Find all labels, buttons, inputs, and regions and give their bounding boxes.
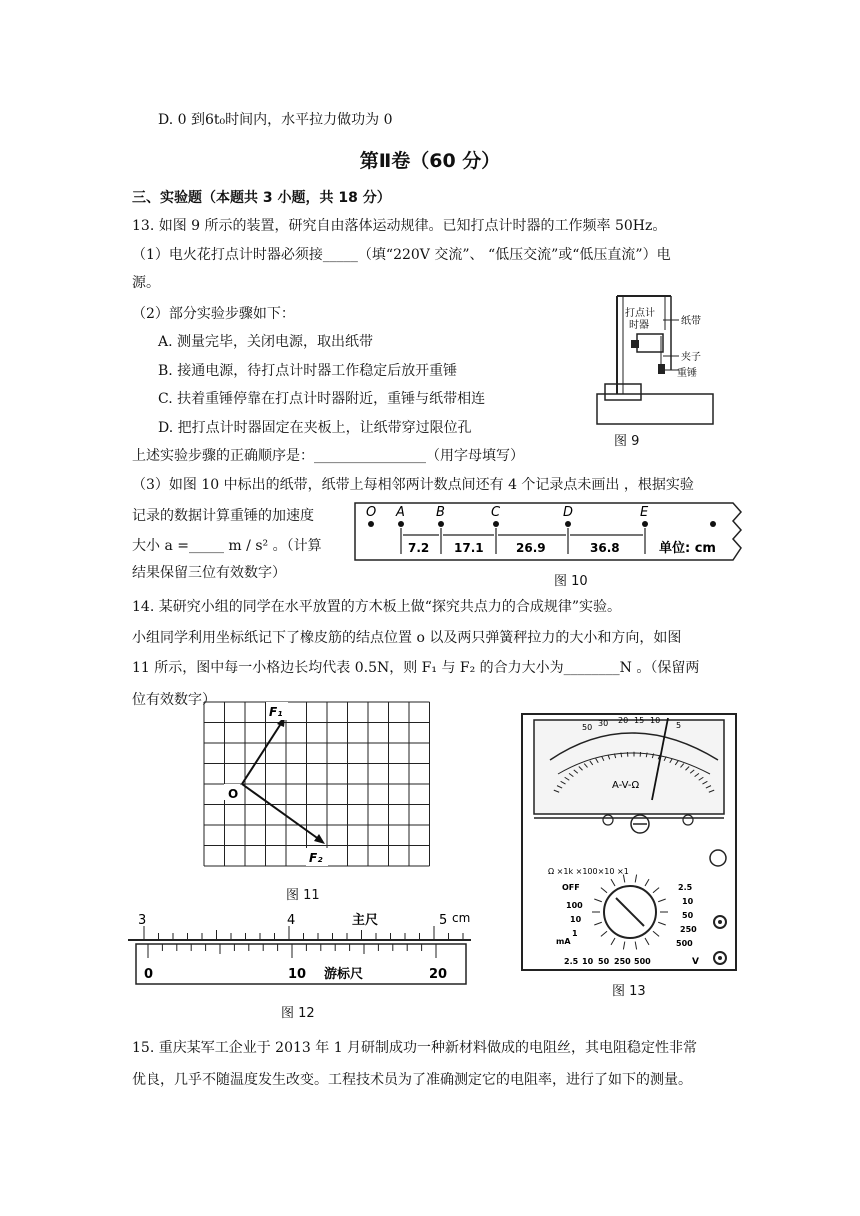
fig13-ac-50: 50 (598, 957, 610, 966)
fig12-vernier-label: 游标尺 (324, 967, 364, 982)
q13-intro: 13. 如图 9 所示的装置，研究自由落体运动规律。已知打点计时器的工作频率 50Hz。 (132, 218, 667, 234)
fig10-dist-1: 7.2 (408, 541, 430, 555)
q13-part2: （2）部分实验步骤如下： (132, 306, 295, 322)
figure-10-caption: 图 10 (554, 574, 588, 589)
fig13-v-label: V (692, 957, 699, 967)
fig9-label-timer-1: 打点计 (625, 308, 655, 319)
fig11-f2-label: F₂ (309, 851, 323, 865)
fig12-unit: cm (452, 911, 471, 925)
fig10-point-e: E (640, 505, 649, 520)
fig13-ac-250: 250 (614, 957, 631, 966)
q13-part3-b: 记录的数据计算重锤的加速度 (132, 508, 314, 524)
fig13-ma-label: mA (556, 937, 571, 946)
q13-order: 上述实验步骤的正确顺序是：________________（用字母填写） (132, 448, 524, 464)
q13-part3-c: 大小 a =_____ m / s² 。（计算 (132, 538, 322, 554)
fig12-main-4: 4 (287, 913, 296, 928)
q13-step-c: C. 扶着重锤停靠在打点计时器附近，重锤与纸带相连 (158, 391, 486, 407)
fig12-main-label: 主尺 (352, 913, 379, 928)
fig10-point-c: C (491, 505, 501, 520)
figure-10-tape (353, 502, 753, 564)
fig13-ma-100: 100 (566, 901, 583, 910)
fig9-label-tape: 纸带 (681, 316, 701, 327)
q12-option-d: D. 0 到6t₀时间内，水平拉力做功为 0 (158, 112, 393, 128)
fig13-off: OFF (562, 883, 580, 892)
q13-step-d: D. 把打点计时器固定在夹板上，让纸带穿过限位孔 (158, 420, 472, 436)
fig10-point-o: O (366, 505, 377, 520)
fig13-ac-2_5: 2.5 (564, 957, 579, 966)
q13-part3: （3）如图 10 中标出的纸带，纸带上每相邻两计数点间还有 4 个记录点未画出 ，根据实验 (132, 477, 694, 493)
fig13-scale-5: 5 (676, 721, 682, 730)
fig13-omega-range: Ω ×1k ×100×10 ×1 (548, 867, 629, 876)
fig13-v-250: 250 (680, 925, 697, 934)
q13-step-a: A. 测量完毕，关闭电源，取出纸带 (158, 334, 374, 350)
fig13-ac-10: 10 (582, 957, 594, 966)
fig9-label-clip: 夹子 (681, 352, 701, 363)
q13-step-b: B. 接通电源，待打点计时器工作稳定后放开重锤 (158, 363, 458, 379)
q15-line2: 优良，几乎不随温度发生改变。工程技术员为了准确测定它的电阻率，进行了如下的测量。 (132, 1072, 692, 1088)
fig13-v-500: 500 (676, 939, 693, 948)
fig10-point-d: D (563, 505, 574, 520)
q13-part1: （1）电火花打点计时器必须接_____（填“220V 交流”、 “低压交流”或“低压直流”）电 (132, 247, 671, 263)
fig13-scale-10: 10 (650, 716, 661, 725)
fig13-scale-50: 50 (582, 723, 593, 732)
fig10-dist-4: 36.8 (590, 541, 620, 555)
fig10-point-a: A (396, 505, 405, 520)
fig10-dist-3: 26.9 (516, 541, 546, 555)
figure-9-apparatus (595, 290, 735, 432)
q13-part1-end: 源。 (132, 275, 160, 291)
q14-line2: 11 所示，图中每一小格边长均代表 0.5N，则 F₁ 与 F₂ 的合力大小为________N 。（保留两 (132, 660, 700, 676)
fig12-vern-0: 0 (144, 967, 154, 982)
fig10-unit: 单位: cm (659, 541, 716, 556)
fig13-meter-label: A-V-Ω (612, 780, 640, 791)
fig12-vern-10: 10 (288, 967, 307, 982)
fig13-scale-20: 20 (618, 716, 629, 725)
fig13-ma-10: 10 (570, 915, 582, 924)
fig13-v-10: 10 (682, 897, 694, 906)
figure-12-caption: 图 12 (281, 1006, 315, 1021)
figure-13-multimeter (520, 712, 740, 974)
section-title: 第Ⅱ卷（60 分） (359, 150, 501, 172)
figure-11-caption: 图 11 (286, 888, 320, 903)
q14-line3: 位有效数字） (132, 692, 216, 708)
fig13-v-2_5: 2.5 (678, 883, 693, 892)
figure-11-force-grid (202, 700, 434, 872)
section-heading: 三、实验题（本题共 3 小题，共 18 分） (132, 190, 391, 206)
fig13-scale-15: 15 (634, 716, 645, 725)
fig10-point-b: B (436, 505, 445, 520)
fig13-v-50: 50 (682, 911, 694, 920)
figure-12-vernier (126, 908, 476, 992)
fig13-scale-30: 30 (598, 719, 609, 728)
figure-9-caption: 图 9 (614, 434, 640, 449)
fig9-label-timer-2: 时器 (629, 320, 649, 331)
q15-line1: 15. 重庆某军工企业于 2013 年 1 月研制成功一种新材料做成的电阻丝，其电阻稳定性非常 (132, 1040, 698, 1056)
fig12-main-5: 5 (439, 913, 448, 928)
fig10-dist-2: 17.1 (454, 541, 484, 555)
figure-13-caption: 图 13 (612, 984, 646, 999)
fig12-main-3: 3 (138, 913, 147, 928)
fig13-ac-500: 500 (634, 957, 651, 966)
fig9-label-weight: 重锤 (677, 368, 697, 379)
q13-part3-d: 结果保留三位有效数字） (132, 565, 286, 581)
q14-line1: 小组同学利用坐标纸记下了橡皮筋的结点位置 o 以及两只弹簧秤拉力的大小和方向，如图 (132, 630, 682, 646)
fig12-vern-20: 20 (429, 967, 448, 982)
fig11-origin-label: O (228, 787, 239, 801)
fig11-f1-label: F₁ (269, 705, 283, 719)
fig13-ma-1: 1 (572, 929, 578, 938)
q14-intro: 14. 某研究小组的同学在水平放置的方木板上做“探究共点力的合成规律”实验。 (132, 599, 622, 615)
